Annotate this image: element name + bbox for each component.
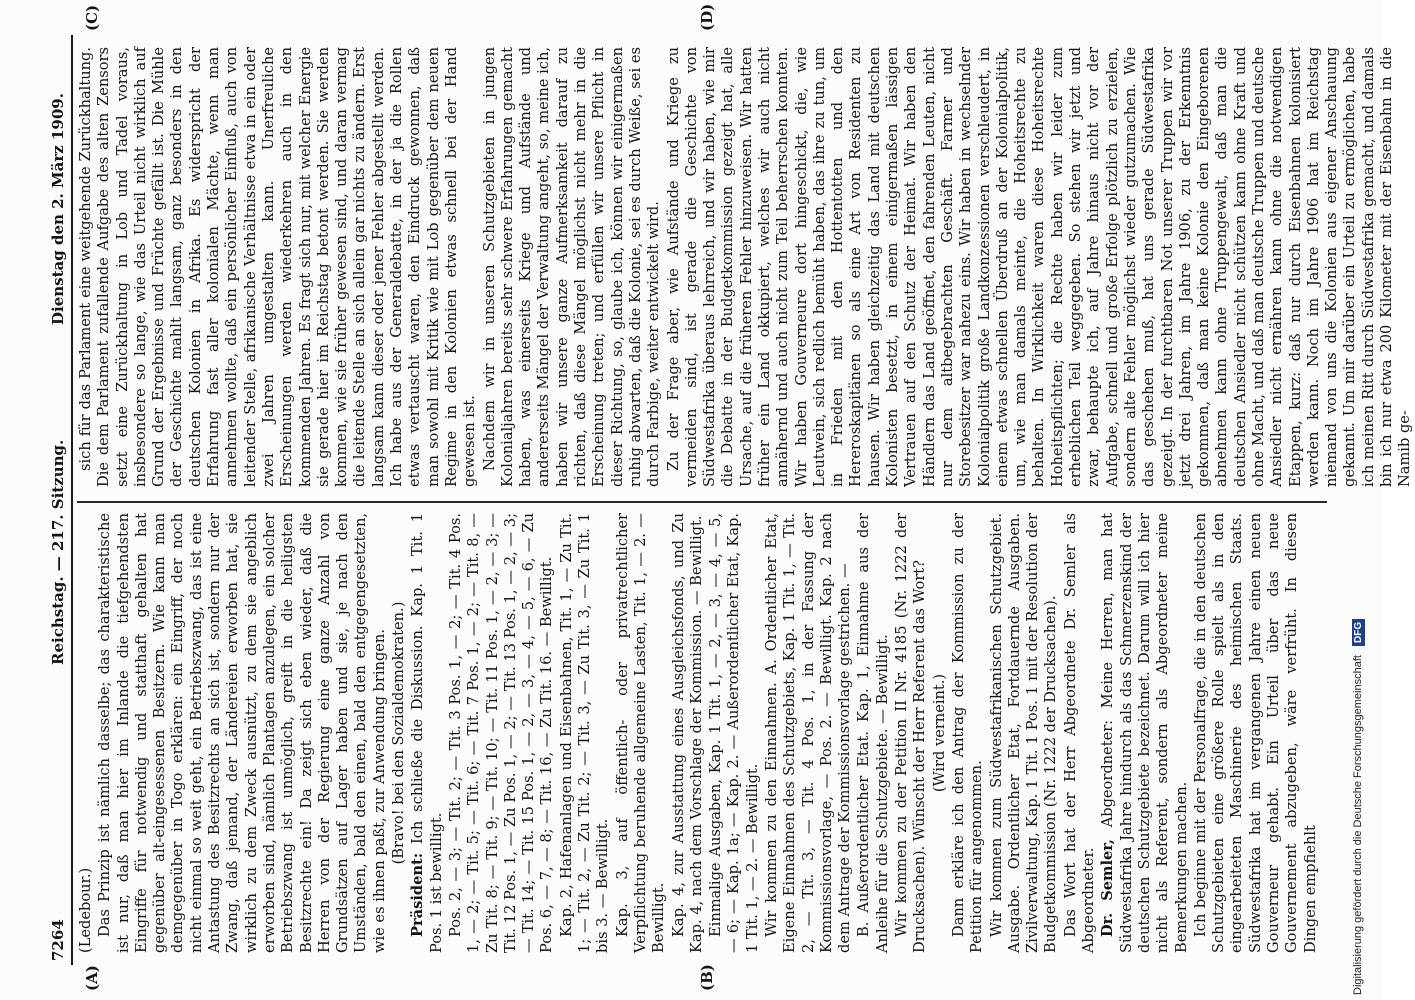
- paragraph: Kap. 2, Hafenanlagen und Eisenbahnen, Tit. 1, — Zu Tit. 1; — Tit. 2, — Zu Tit. 2; — Tit. 3, — Zu Tit. 3, — Zu Tit. 1 bis 3. — Bewilligt.: [557, 513, 612, 953]
- margin-mark-d: (D): [698, 3, 716, 31]
- credit-text: Digitalisierung gefördert durch die Deutsche Forschungsgemeinschaft: [1352, 655, 1364, 995]
- paragraph: Nachdem wir in unseren Schutzgebieten in jungen Kolonialjahren bereits sehr schwere Erfahrungen gemacht haben, was einerseits Kriege und Aufstände und andererseits Mängel der Verwaltung angeht, so, meine ich, haben wir unsere ganze Aufmerksamkeit darauf zu richten, daß diese Mängel möglichst nicht mehr in die Erscheinung treten; und erfüllen wir unsere Pflicht in dieser Richtung, so, glaube ich, können wir einigermaßen ruhig abwarten, daß die Kolonie, sei es durch Weiße, sei es durch Farbige, weiter entwickelt wird.: [480, 47, 663, 487]
- header-rule: [71, 35, 73, 965]
- paragraph: Wir kommen zu den Einnahmen. A. Ordentlicher Etat, Eigene Einnahmen des Schutzgebiets, Kap. 1 Tit. 1, — Tit. 2, — Tit. 3, — Tit. 4 Pos. 1, in der Fassung der Kommissionsvorlage, — Pos. 2. — Bewilligt. Kap. 2 nach dem Antrage der Kommissionsvorlage gestrichen. —: [762, 513, 854, 953]
- speaker-name: Präsident:: [409, 852, 427, 937]
- margin-mark-c: (C): [83, 4, 101, 31]
- paragraph: Kap. 4, zur Ausstattung eines Ausgleichsfonds, und Zu Kap. 4, nach dem Vorschlage der Kommission. — Bewilligt.: [669, 513, 705, 953]
- paragraph: Das Prinzip ist nämlich dasselbe; das charakteristische ist nur, daß man hier im Inlande die tiefgehendsten Eingriffe für notwendig und statthaft gehalten hat gegenüber alt-eingesessenen Besitzern. Wie kann man demgegenüber in Togo erklären: ein Eingriff, der noch nicht einmal so weit geht, ein Betriebszwang, das ist eine Antastung des Besitzrechts an sich ist, sondern nur der Zwang, daß jemand, der Ländereien erworben hat, sie wirklich zu dem Zweck ausnützt, zu dem sie angeblich erworben sind, nämlich Plantagen anzulegen, ein solcher Betriebszwang ist unmöglich, greift in die heiligsten Besitzrechte ein! Da zeigt sich eben wieder, daß die Herren von der Regierung eine ganze Anzahl von Grundsätzen auf Lager haben und sie, je nach den Umständen, bald den einen, bald den entgegengesetzten, wie es ihnen paßt, zur Anwendung bringen.: [96, 513, 388, 953]
- paragraph: Kap. 3, auf öffentlich- oder privatrechtlicher Verpflichtung beruhende allgemeine Lasten, Tit. 1, — 2. — Bewilligt.: [613, 513, 668, 953]
- paragraph: Wir kommen zum Südwestafrikanischen Schutzgebiet. Ausgabe. Ordentlicher Etat, Fortdauernde Ausgaben. Zivilverwaltung, Kap. 1 Tit. 1 Pos. 1 mit der Resolution der Budgetkommission (Nr. 1222 der Drucksachen).: [987, 513, 1060, 953]
- paragraph: B. Außerordentlicher Etat. Kap. 1, Einnahme aus der Anleihe für die Schutzgebiete. — Bewilligt.: [855, 513, 891, 953]
- speaker-name: Dr. Semler,: [1099, 838, 1117, 937]
- paragraph: Präsident: Ich schließe die Diskussion. Kap. 1 Tit. 1 Pos. 1 ist bewilligt.: [409, 513, 445, 953]
- paragraph: Einmalige Ausgaben, Kap. 1 Tit. 1, — 2, — 3, — 4, — 5, — 6; — Kap. 1a; — Kap. 2. — Außerordentlicher Etat, Kap. 1 Tit. 1, — 2. — Bewilligt.: [707, 513, 761, 953]
- column-separator: [77, 502, 1327, 504]
- margin-mark-a: (A): [83, 965, 101, 991]
- running-head: [43, 35, 73, 965]
- left-column: [77, 513, 1327, 953]
- paragraph: Zu der Frage aber, wie Aufstände und Kriege zu vermeiden sind, ist gerade die Geschichte von Südwestafrika überaus lehrreich, und wir haben, wie mir die Debatte in der Budgetkommission gezeigt hat, alle Ursache, auf die früheren Fehler hinzuweisen. Wir hatten früher ein Land okkupiert, welches wir auch nicht annähernd und auch nicht zum Teil beherrschen konnten. Wir haben Gouverneure dort hingeschickt, die, wie Leutwein, sich redlich bemüht haben, das ihre zu tun, um in Frieden mit den Hottentotten und den Hereroskapitänen so als eine Art von Residenten zu hausen. Wir haben gleichzeitig das Land mit deutschen Kolonisten besetzt, in einem einigermaßen lässigen Vertrauen auf den Schutz der Heimat. Wir haben den Händlern das Land geöffnet, den fahrenden Leuten, nicht nur dem altbegebrachten Geschäft. Farmer und Storebesitzer war nahezu eins. Wir haben in wechselnder Kolonialpolitik große Landkonzessionen verschleudert, in einem etwas schnellen Überdruß an der Kolonialpolitik, um, wie man damals meinte, die Hoheitsrechte zu behalten. In Wirklichkeit waren diese Hoheitsrechte Hoheitspflichten; die Rechte haben wir leider zum erheblichen Teil weggegeben. So stehen wir jetzt und zwar, behaupte ich, auf Jahre hinaus nicht vor der Aufgabe, schnell und große Erfolge plötzlich zu erzielen, sondern alte Fehler möglichst wieder gutzumachen. Wie das geschehen muß, hat uns gerade Südwestafrika gezeigt. In der furchtbaren Not unserer Truppen wir vor jetzt drei Jahren, im Jahre 1906, zu der Erkenntnis gekommen, daß man keine Kolonie den Eingeborenen abnehmen kann ohne Truppengewalt, daß man die deutschen Ansiedler nicht schützen kann ohne Kraft und ohne Macht, und daß man deutsche Truppen und deutsche Ansiedler nicht ernähren kann ohne die notwendigen Etappen, kurz: daß nur durch Eisenbahnen kolonisiert werden kann. Noch im Jahre 1906 hat im Reichstag niemand von uns die Kolonien aus eigener Anschauung gekannt. Um mir darüber ein Urteil zu ermöglichen, habe ich meinen Ritt durch Südwestafrika gemacht, und damals bin ich nur etwa 200 Kilometer mit der Eisenbahn in die Namib ge-: [664, 47, 1414, 487]
- paragraph: Dann erkläre ich den Antrag der Kommission zu der Petition für angenommen.: [949, 513, 986, 953]
- session-date: Dienstag den 2. März 1909.: [49, 93, 67, 325]
- paragraph: (Wird verneint.): [930, 673, 948, 793]
- paragraph: Ich beginne mit der Personalfrage, die in den deutschen Schutzgebieten eine größere Rolle spielt als in den eingearbeiteten Maschinerie des heimischen Staats. Südwestafrika hat im vergangenen Jahre einen neuen Gouverneur gehabt. Ein Urteil über das neue Gouvernement abzugeben, wäre verfrüht. In diesen Dingen empfiehlt: [1191, 513, 1319, 953]
- paragraph: sich für das Parlament eine weitgehende Zurückhaltung. Die dem Parlament zufallende Aufgabe des alten Zensors setzt eine Zurückhaltung in Lob und Tadel voraus, insbesondere so lange, wie das Urteil nicht wirklich auf Grund der Ergebnisse und Früchte gefällt ist. Die Mühle der Geschichte mahlt langsam, ganz besonders in den deutschen Kolonien in Afrika. Es widerspricht der Erfahrung fast aller kolonialen Mächte, wenn man annehmen wollte, daß ein persönlicher Einfluß, auch von leitender Stelle, afrikanische Verhältnisse etwa in ein oder zwei Jahren umgestalten kann. Unerfreuliche Erscheinungen werden wiederkehren auch in den kommenden Jahren. Es fragt sich nur, mit welcher Energie sie gerade hier im Reichstag betont werden. Sie werden kommen, wie sie früher gewesen sind, und daran vermag die leitende Stelle an sich allein gar nichts zu ändern. Erst langsam kann dieser oder jener Fehler abgestellt werden. Ich habe aus der Generaldebatte, in der ja die Rollen etwas vertauscht waren, den Eindruck gewonnen, daß man sowohl mit Kritik wie mit Lob gegenüber dem neuen Regime in den Kolonien etwas schnell bei der Hand gewesen ist.: [77, 47, 479, 487]
- section-title: Reichstag. — 217. Sitzung.: [49, 439, 67, 665]
- paragraph: Pos. 2, — 3; — Tit. 2; — Tit. 3 Pos. 1, — 2; — Tit. 4 Pos. 1, — 2; — Tit. 5; — Tit. 6; — Tit. 7 Pos. 1, — 2; — Tit. 8, — Zu Tit. 8; — Tit. 9; — Tit. 10; — Tit. 11 Pos. 1, — 2, — 3; — Tit. 12 Pos. 1, — Zu Pos. 1, — 2; — Tit. 13 Pos. 1, — 2, — 3; — Tit. 14; — Tit. 15 Pos. 1, — 2, — 3, — 4, — 5, — 6, — Zu Pos. 6, — 7, — 8; — Tit. 16, — Zu Tit. 16. — Bewilligt.: [446, 513, 556, 953]
- paragraph: Wir kommen zu der Petition II Nr. 4185 (Nr. 1222 der Drucksachen). Wünscht der Herr Referent das Wort?: [893, 513, 929, 953]
- paragraph: (Bravo! bei den Sozialdemokraten.): [390, 601, 408, 865]
- paragraph: Dr. Semler, Abgeordneter: Meine Herren, man hat Südwestafrika Jahre hindurch als das Schmerzenskind der deutschen Schutzgebiete bezeichnet. Darum will ich hier nicht als Referent, sondern als Abgeordneter meine Bemerkungen machen.: [1099, 512, 1190, 953]
- page-number: 7264: [49, 919, 67, 961]
- dfg-logo: DFG: [1352, 619, 1365, 646]
- margin-mark-b: (B): [698, 964, 716, 991]
- right-column: [77, 47, 1414, 487]
- paragraph: Das Wort hat der Herr Abgeordnete Dr. Semler als Abgeordneter.: [1061, 513, 1098, 953]
- paragraph: (Ledebour.): [77, 867, 94, 953]
- digitization-credit: [1352, 5, 1365, 995]
